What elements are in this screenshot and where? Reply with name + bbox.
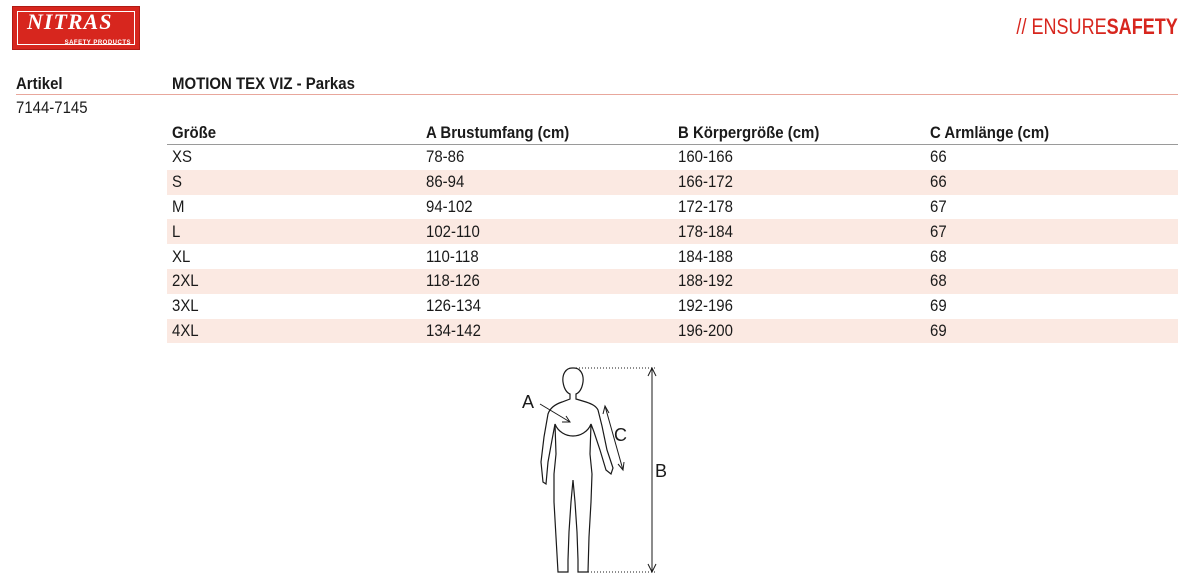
cell-chest: 86-94 [421, 170, 673, 195]
body-measurement-figure [510, 362, 690, 578]
cell-arm-length: 66 [930, 147, 947, 167]
size-row [167, 145, 1178, 170]
size-table [167, 121, 1178, 343]
header-arm-length: C Armlänge (cm) [925, 121, 1178, 145]
tagline-emphasis: SAFETY [1106, 14, 1178, 39]
cell-arm-length: 68 [930, 246, 947, 266]
cell-chest: 94-102 [426, 196, 473, 216]
cell-arm-length: 67 [925, 219, 1178, 244]
nitras-logo [12, 6, 140, 50]
body-silhouette [541, 368, 613, 572]
header-size: Größe [167, 121, 421, 145]
cell-height: 178-184 [673, 219, 925, 244]
measure-a-arrow [562, 416, 570, 422]
cell-arm-length: 66 [925, 170, 1178, 195]
cell-height: 196-200 [673, 319, 925, 344]
label-a: A [522, 392, 535, 412]
size-row [167, 195, 1178, 220]
tagline [1017, 14, 1178, 40]
cell-chest: 126-134 [426, 296, 481, 316]
header-divider [16, 94, 1178, 95]
cell-chest: 102-110 [421, 219, 673, 244]
header-height: B Körpergröße (cm) [673, 121, 925, 145]
size-row [167, 269, 1178, 294]
article-label: Artikel [16, 74, 63, 93]
header-chest: A Brustumfang (cm) [421, 121, 673, 145]
cell-arm-length: 69 [930, 296, 947, 316]
logo-subtext: SAFETY PRODUCTS [64, 40, 131, 46]
size-row [167, 244, 1178, 269]
tagline-prefix: // ENSURE [1016, 14, 1107, 39]
article-number: 7144-7145 [16, 98, 88, 117]
size-row [167, 294, 1178, 319]
cell-chest: 78-86 [426, 147, 465, 167]
cell-arm-length: 69 [925, 319, 1178, 344]
cell-size: M [172, 196, 185, 216]
cell-size: XS [172, 147, 192, 167]
cell-size: 4XL [167, 319, 421, 344]
label-c: C [614, 425, 627, 445]
cell-height: 184-188 [678, 246, 733, 266]
logo-brand-text: NITRAS [27, 9, 113, 34]
cell-chest: 134-142 [421, 319, 673, 344]
cell-arm-length: 68 [925, 269, 1178, 294]
size-row [167, 219, 1178, 244]
product-title: MOTION TEX VIZ - Parkas [172, 74, 355, 93]
cell-size: S [167, 170, 421, 195]
cell-height: 188-192 [673, 269, 925, 294]
silhouette-outline [541, 368, 613, 572]
size-table-header-row [167, 121, 1178, 145]
size-row [167, 319, 1178, 344]
cell-chest: 110-118 [426, 246, 479, 266]
cell-size: 3XL [172, 296, 199, 316]
cell-height: 172-178 [678, 196, 733, 216]
cell-chest: 118-126 [421, 269, 673, 294]
size-row [167, 170, 1178, 195]
cell-height: 160-166 [678, 147, 733, 167]
cell-height: 166-172 [673, 170, 925, 195]
cell-size: 2XL [167, 269, 421, 294]
body-silhouette-drawing [510, 362, 690, 578]
cell-arm-length: 67 [930, 196, 947, 216]
chest-line [555, 424, 591, 436]
label-b: B [655, 461, 668, 481]
cell-height: 192-196 [678, 296, 733, 316]
measure-a-line [540, 404, 570, 422]
measurement-lines [540, 368, 656, 572]
cell-size: XL [172, 246, 191, 266]
cell-size: L [167, 219, 421, 244]
